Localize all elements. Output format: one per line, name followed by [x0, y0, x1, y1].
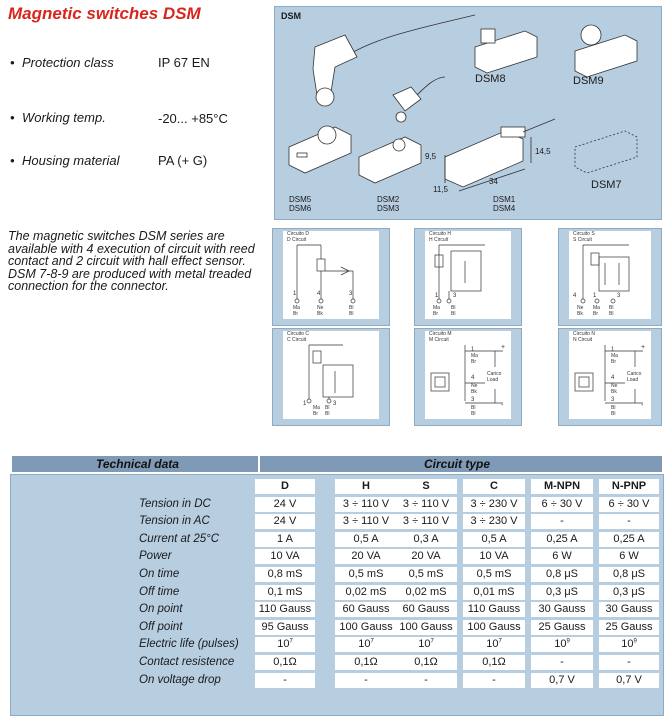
label-dsm1-4: DSM1 DSM4 [493, 195, 516, 213]
table-cell-value: 25 Gauss [538, 620, 586, 633]
spec-protection-value: IP 67 EN [158, 55, 210, 70]
description-para-2: DSM 7-8-9 are produced with metal treaded connection for the connector. [8, 266, 252, 293]
table-cell [335, 655, 397, 670]
pin: 1 [471, 347, 475, 353]
circuit-n [558, 328, 662, 426]
cable-2 [415, 77, 445, 97]
table-row-label: On point [139, 603, 183, 616]
table-cell [599, 655, 659, 670]
pin: 1 [593, 293, 597, 299]
table-cell [335, 673, 397, 688]
table-cell [395, 585, 457, 600]
table-header-left-text: Technical data [96, 457, 179, 471]
table-cell [463, 585, 525, 600]
table-row-label: Tension in DC [139, 497, 211, 510]
circuit-title: Circuito H H Circuit [429, 231, 451, 243]
table-cell-value: 0,5 A [353, 532, 379, 545]
pin-label: Bl Bl [471, 405, 476, 417]
table-cell-value: 0,02 mS [345, 585, 387, 598]
table-cell-value: 10 [418, 638, 431, 651]
connector-2-nut [396, 112, 406, 122]
table-cell-value: - [424, 673, 428, 686]
circuit-s [558, 228, 662, 326]
spec-housing-value: PA (+ G) [158, 153, 208, 168]
pin: 4 [317, 291, 321, 297]
page-title: Magnetic switches DSM [8, 4, 201, 23]
table-row [11, 620, 663, 636]
table-column-header-row [11, 479, 663, 495]
pin-label: Ma Br [293, 305, 300, 317]
sensor-dsm8-nut [481, 29, 495, 43]
table-cell-value: 6 W [552, 550, 572, 563]
pin-label: Bl Bl [325, 405, 330, 417]
pin-label: Ma Br [611, 353, 618, 365]
table-row [11, 514, 663, 530]
dim-34: 34 [489, 177, 498, 186]
table-cell-value: 10 VA [270, 550, 300, 563]
table-cell [255, 602, 315, 617]
circuit-title: Circuito S S Circuit [573, 231, 595, 243]
table-cell-value: 24 V [273, 497, 297, 510]
table-cell [255, 620, 315, 635]
table-cell [599, 567, 659, 582]
table-cell [255, 673, 315, 688]
table-row-label: Off point [139, 620, 183, 633]
table-cell [255, 655, 315, 670]
pin: 1 [303, 401, 307, 407]
table-cell [599, 602, 659, 617]
circuit-canvas [569, 231, 651, 319]
spec-temp-value: -20... +85°C [158, 111, 228, 126]
table-cell [395, 514, 457, 529]
table-row [11, 497, 663, 513]
table-cell-value: 0,5 mS [348, 568, 384, 580]
table-cell-value: 0,8 mS [267, 568, 303, 580]
pin: 3 [611, 397, 615, 403]
sensor-1-slot [297, 153, 307, 157]
table-cell [395, 549, 457, 564]
table-cell-value: - [492, 673, 496, 686]
circuit-h [414, 228, 522, 326]
label-dsm7: DSM7 [591, 179, 622, 191]
pin-label: Ma Br [471, 353, 478, 365]
pin: 3 [333, 401, 337, 407]
table-cell-value: 60 Gauss [342, 603, 390, 616]
table-cell-value: - [283, 673, 287, 686]
circuit-title: Circuito C C Circuit [287, 331, 309, 343]
table-cell-value: 30 Gauss [538, 603, 586, 616]
table-cell-value: 10 VA [479, 550, 509, 563]
pin: 3 [453, 293, 457, 299]
table-cell-value: - [627, 656, 631, 668]
circuit-m [414, 328, 522, 426]
table-body [10, 474, 664, 716]
table-cell [599, 673, 659, 688]
pin-label: Bl Bl [451, 305, 456, 317]
table-cell [255, 549, 315, 564]
table-cell-value: 10 [621, 638, 634, 651]
table-cell [599, 497, 659, 512]
table-cell-value: 0,1Ω [354, 656, 378, 668]
description-para-1: The magnetic switches DSM series are available with 4 execution of circuit with reed contact and 2 circuit with hall effect sensor. [8, 229, 255, 268]
table-cell-value: 20 VA [351, 550, 381, 563]
table-cell [463, 532, 525, 547]
table-cell-value: 100 Gauss [467, 620, 521, 633]
table-cell [463, 602, 525, 617]
pin-label: Ma Br [433, 305, 440, 317]
pin: 4 [471, 375, 475, 381]
table-cell-value: 10 [358, 638, 371, 651]
table-cell [599, 637, 659, 652]
table-cell [531, 532, 593, 547]
pin-label: Ne Bk [577, 305, 584, 317]
table-column-header: D [255, 479, 315, 494]
sensor-dsm9-nut [581, 25, 601, 45]
table-row [11, 655, 663, 671]
svg-text:+: + [641, 344, 646, 351]
table-cell-value: 0,02 mS [405, 585, 447, 598]
table-cell [531, 673, 593, 688]
table-column-header: S [395, 479, 457, 494]
table-cell-value: 0,01 mS [473, 585, 515, 598]
table-cell-exponent: 9 [633, 638, 637, 645]
table-cell [463, 655, 525, 670]
sensor-dsm7 [575, 131, 637, 173]
table-cell [531, 497, 593, 512]
dsm-heading: DSM [281, 11, 301, 21]
table-header-right [260, 456, 662, 472]
table-cell-value: 0,8 μS [545, 568, 579, 580]
table-cell-value: 25 Gauss [605, 620, 653, 633]
table-row [11, 549, 663, 565]
table-cell-value: 95 Gauss [261, 620, 309, 633]
table-column-header: M-NPN [531, 479, 593, 494]
table-cell [599, 585, 659, 600]
connector-1-nut [316, 88, 334, 106]
pin-label: Bl Bl [609, 305, 614, 317]
table-cell [255, 497, 315, 512]
pin-label: Ma Br [593, 305, 600, 317]
pin: 1 [293, 291, 297, 297]
table-cell [395, 673, 457, 688]
table-cell [335, 585, 397, 600]
table-cell-exponent: 7 [289, 638, 293, 645]
table-cell-value: 10 [277, 638, 290, 651]
circuit-d [272, 228, 390, 326]
table-cell [255, 637, 315, 652]
table-cell [531, 585, 593, 600]
table-cell-value: - [627, 515, 631, 528]
table-row [11, 532, 663, 548]
pin: 3 [617, 293, 621, 299]
table-cell [335, 620, 397, 635]
table-header-left [12, 456, 258, 472]
table-cell [395, 620, 457, 635]
table-cell-value: 3 ÷ 230 V [470, 497, 518, 510]
table-cell [395, 532, 457, 547]
table-row [11, 602, 663, 618]
table-cell [531, 549, 593, 564]
table-cell [463, 673, 525, 688]
pin: 1 [611, 347, 615, 353]
connector-1 [313, 35, 357, 95]
table-cell-value: 3 ÷ 110 V [402, 497, 450, 510]
description [8, 230, 270, 293]
table-cell-value: - [560, 656, 564, 668]
table-cell [599, 514, 659, 529]
cable [345, 15, 475, 57]
pin-label: Bl Bl [349, 305, 354, 317]
pin: 4 [573, 293, 577, 299]
table-cell-value: 24 V [273, 515, 297, 528]
table-cell [599, 620, 659, 635]
table-cell-value: 0,3 A [413, 532, 439, 545]
table-cell [395, 567, 457, 582]
table-cell [395, 602, 457, 617]
load-label: Carico Load [487, 371, 502, 383]
table-cell [463, 567, 525, 582]
table-row [11, 585, 663, 601]
sensor-body-2 [359, 137, 421, 183]
spec-label: Housing material [22, 153, 120, 168]
circuit-c [272, 328, 390, 426]
circuit-title: Circuito D D Circuit [287, 231, 309, 243]
pin: 1 [435, 293, 439, 299]
table-cell-value: 10 [554, 638, 567, 651]
circuit-canvas [283, 231, 379, 319]
table-cell-value: 10 [486, 638, 499, 651]
table-cell-value: 100 Gauss [339, 620, 393, 633]
table-cell-value: 110 Gauss [258, 603, 312, 616]
table-cell [335, 567, 397, 582]
table-cell-value: 0,1Ω [482, 656, 506, 668]
circuit-canvas [283, 331, 379, 419]
table-row-label: Current at 25°C [139, 532, 220, 545]
pin-label: Ma Br [313, 405, 320, 417]
table-cell [395, 497, 457, 512]
spec-temp-label: • Working temp. [10, 110, 106, 125]
table-cell-value: 0,1Ω [414, 656, 438, 668]
svg-text:+: + [501, 344, 506, 351]
label-dsm9: DSM9 [573, 75, 604, 87]
dsm-drawing-panel [274, 6, 662, 220]
load-label: Carico Load [627, 371, 642, 383]
svg-text:-: - [641, 402, 644, 409]
label-dsm8: DSM8 [475, 73, 506, 85]
table-cell-value: 0,5 mS [476, 568, 512, 580]
pin-label: Ne Bk [611, 383, 618, 395]
table-cell-value: 0,5 A [481, 532, 507, 545]
table-cell [335, 549, 397, 564]
table-row [11, 567, 663, 583]
table-cell-value: 0,3 μS [612, 585, 646, 598]
table-cell-value: 20 VA [411, 550, 441, 563]
circuit-diagram [283, 331, 379, 419]
table-cell [531, 655, 593, 670]
table-column-header: H [335, 479, 397, 494]
pin-label: Ne Bk [317, 305, 324, 317]
table-row-label: Electric life (pulses) [139, 638, 239, 651]
table-row-label: On time [139, 568, 180, 580]
pin: 3 [471, 397, 475, 403]
circuit-canvas [425, 231, 511, 319]
table-cell [335, 637, 397, 652]
table-cell [463, 637, 525, 652]
table-cell [335, 602, 397, 617]
table-cell [531, 637, 593, 652]
table-cell-value: 3 ÷ 110 V [402, 515, 450, 528]
table-cell-value: 0,5 mS [408, 568, 444, 580]
sensor-1-port [318, 126, 336, 144]
label-dsm5-6: DSM5 DSM6 [289, 195, 312, 213]
table-cell-value: 3 ÷ 110 V [342, 497, 390, 510]
table-cell [599, 532, 659, 547]
table-cell [463, 549, 525, 564]
table-cell [395, 655, 457, 670]
table-cell-value: 0,25 A [546, 532, 578, 545]
label-dsm2-3: DSM2 DSM3 [377, 195, 400, 213]
table-cell-value: 110 Gauss [467, 603, 521, 616]
spec-housing-label: • Housing material [10, 153, 120, 168]
table-cell [255, 567, 315, 582]
spec-protection-label: • Protection class [10, 55, 114, 70]
table-cell-value: 0,7 V [549, 673, 575, 686]
table-cell-value: 6 ÷ 30 V [608, 497, 650, 510]
pin-label: Bl Bl [611, 405, 616, 417]
dim-9-5: 9,5 [425, 152, 437, 161]
table-cell [255, 514, 315, 529]
dim-11-5: 11,5 [433, 185, 448, 194]
table-cell-value: 0,8 μS [612, 568, 646, 580]
circuit-title: Circuito N N Circuit [573, 331, 595, 343]
spec-label: Working temp. [22, 110, 106, 125]
table-cell-value: 30 Gauss [605, 603, 653, 616]
table-row-label: Off time [139, 585, 180, 598]
dim-14-5: 14,5 [535, 147, 551, 156]
table-row-label: On voltage drop [139, 673, 221, 686]
table-cell [531, 602, 593, 617]
table-cell-exponent: 7 [498, 638, 502, 645]
table-cell [531, 620, 593, 635]
circuit-canvas [569, 331, 651, 419]
table-cell-value: 0,1Ω [273, 656, 297, 668]
table-cell [531, 567, 593, 582]
table-cell-value: 1 A [277, 532, 293, 545]
pin: 4 [611, 375, 615, 381]
table-cell [463, 497, 525, 512]
table-cell-exponent: 7 [370, 638, 374, 645]
table-cell [395, 637, 457, 652]
table-cell-value: 6 W [619, 550, 639, 563]
table-column-header: N-PNP [599, 479, 659, 494]
table-cell [599, 549, 659, 564]
table-cell [463, 514, 525, 529]
circuit-title: Circuito M M Circuit [429, 331, 452, 343]
sensor-body-3 [445, 131, 523, 187]
table-cell [335, 497, 397, 512]
spec-label: Protection class [22, 55, 114, 70]
table-cell-value: 100 Gauss [399, 620, 453, 633]
connector-2 [393, 87, 421, 111]
table-header-right-text: Circuit type [424, 457, 491, 471]
table-cell-value: 0,25 A [613, 532, 645, 545]
table-row [11, 673, 663, 689]
table-cell-value: - [364, 673, 368, 686]
sensor-3-cable [501, 127, 525, 137]
table-row-label: Contact resistence [139, 656, 235, 668]
svg-text:-: - [501, 402, 504, 409]
pin: 3 [349, 291, 353, 297]
table-cell-value: 0,1 mS [267, 585, 303, 598]
table-cell-value: 6 ÷ 30 V [541, 497, 583, 510]
table-row-label: Power [139, 550, 172, 563]
table-column-header: C [463, 479, 525, 494]
table-cell [255, 585, 315, 600]
sensor-2-port [393, 139, 405, 151]
table-row [11, 637, 663, 653]
table-cell [531, 514, 593, 529]
table-cell-value: 60 Gauss [402, 603, 450, 616]
table-cell-value: 3 ÷ 110 V [342, 515, 390, 528]
table-cell [255, 532, 315, 547]
table-cell [335, 532, 397, 547]
table-cell-exponent: 7 [430, 638, 434, 645]
table-cell-value: 0,3 μS [545, 585, 579, 598]
table-cell [335, 514, 397, 529]
table-cell-value: - [560, 515, 564, 528]
pin-label: Ne Bk [471, 383, 478, 395]
table-cell-value: 3 ÷ 230 V [470, 515, 518, 528]
table-cell [463, 620, 525, 635]
table-cell-exponent: 9 [566, 638, 570, 645]
cable-3 [523, 119, 555, 132]
circuit-canvas [425, 331, 511, 419]
table-cell-value: 0,7 V [616, 673, 642, 686]
table-row-label: Tension in AC [139, 515, 210, 528]
